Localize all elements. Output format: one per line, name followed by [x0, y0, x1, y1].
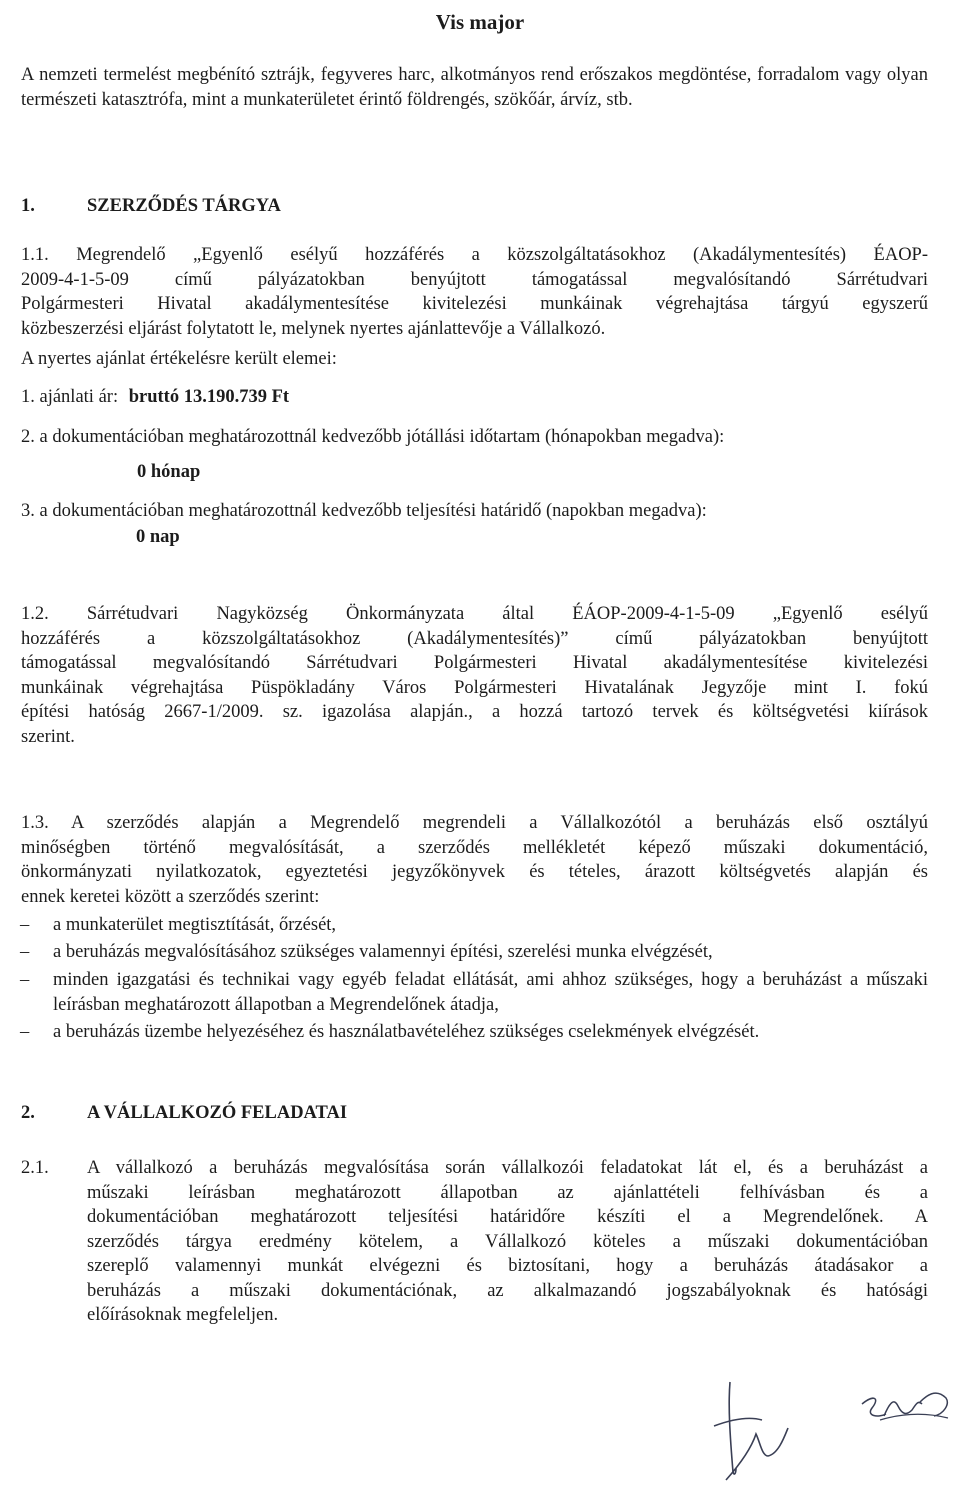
- paragraph-line: támogatással megvalósítandó Sárrétudvari Polgármesteri Hivatal akadálymentesítése kivitelezési: [21, 653, 928, 673]
- paragraph-1-1: [21, 243, 928, 341]
- evaluation-item-1-value: bruttó 13.190.739 Ft: [128, 387, 290, 407]
- paragraph-1-2: [21, 602, 928, 749]
- evaluation-item-1-label: 1. ajánlati ár:: [21, 387, 119, 407]
- paragraph-2-1-number: 2.1.: [21, 1158, 49, 1178]
- bullet-text: minden igazgatási és technikai vagy egyéb feladat ellátását, ami ahhoz szükséges, hogy a beruházást a műszaki leírásban meghatározott állapotban a Megrendelőnek átadja,: [53, 970, 928, 1015]
- bullet-item: [0, 1020, 960, 1048]
- bullet-text: a beruházás megvalósításához szükséges valamennyi építési, szerelési munka elvégzését,: [53, 942, 713, 962]
- paragraph-line: munkáinak végrehajtása Püspökladány Város Polgármesteri Hivatalának Jegyzője mint I. fokú: [21, 677, 928, 698]
- evaluation-item-2-label: 2. a dokumentációban meghatározottnál kedvezőbb jótállási időtartam (hónapokban megadva):: [21, 427, 725, 447]
- paragraph-line: hozzáférés a közszolgáltatásokhoz (Akadálymentesítés)” című pályázatokban benyújtott: [21, 628, 928, 649]
- paragraph-line: 1.2. Sárrétudvari Nagyközség Önkormányzata által ÉÁOP-2009-4-1-5-09 „Egyenlő esélyű: [21, 604, 928, 624]
- paragraph-1-3: [21, 811, 928, 909]
- evaluation-item-3-label: 3. a dokumentációban meghatározottnál kedvezőbb teljesítési határidő (napokban megadva):: [21, 501, 707, 521]
- section-2-number: 2.: [21, 1103, 35, 1123]
- bullet-item: [0, 940, 960, 968]
- paragraph-line: önkormányzati nyilatkozatok, egyeztetési jegyzőkönyvek és tételes, árazott költségvetés alapján és: [21, 862, 928, 882]
- paragraph-line: minőségben történő megvalósítását, a szerződés mellékletét képező műszaki dokumentáció,: [21, 837, 928, 858]
- paragraph-line: szerint.: [21, 726, 75, 747]
- evaluation-elements-intro: A nyertes ajánlat értékelésre került elemei:: [21, 349, 337, 369]
- paragraph-line: dokumentációban meghatározott teljesítési határidőre készíti el a Megrendelőnek. A: [87, 1207, 928, 1227]
- paragraph-line: A vállalkozó a beruházás megvalósítása során vállalkozói feladatokat lát el, és a beruházást a: [87, 1158, 928, 1178]
- vis-major-paragraph: A nemzeti termelést megbénító sztrájk, fegyveres harc, alkotmányos rend erőszakos megdöntése, forradalom vagy olyan természeti katasztrófa, mint a munkaterületet érintő földrengés, szökőár, árvíz, stb.: [21, 65, 928, 110]
- dash-bullet: –: [20, 942, 30, 962]
- dash-bullet: –: [20, 915, 30, 935]
- page-title: Vis major: [435, 10, 525, 34]
- bullet-text: a munkaterület megtisztítását, őrzését,: [53, 915, 337, 935]
- handwritten-signature-right: [820, 1380, 960, 1450]
- paragraph-line: építési hatóság 2667-1/2009. sz. igazolása alapján., a hozzá tartozó tervek és költségvetési kiírások: [21, 702, 928, 722]
- bullet-item: [0, 968, 960, 1022]
- paragraph-line: 1.1. Megrendelő „Egyenlő esélyű hozzáférés a közszolgáltatásokhoz (Akadálymentesítés) ÉAOP-: [21, 245, 928, 265]
- bullet-item: [0, 913, 960, 941]
- evaluation-item-3-value: 0 nap: [136, 527, 180, 547]
- evaluation-item-1: [21, 385, 289, 410]
- dash-bullet: –: [20, 1022, 30, 1042]
- evaluation-item-2-value: 0 hónap: [137, 462, 201, 482]
- paragraph-line: 1.3. A szerződés alapján a Megrendelő megrendeli a Vállalkozótól a beruházás első osztályú: [21, 813, 928, 833]
- bullet-text: a beruházás üzembe helyezéséhez és használatbavételéhez szükséges cselekmények elvégzését.: [53, 1022, 760, 1042]
- paragraph-line: Polgármesteri Hivatal akadálymentesítése kivitelezési munkáinak végrehajtása tárgyú egyszerű: [21, 294, 928, 314]
- paragraph-line: 2009-4-1-5-09 című pályázatokban benyújtott támogatással megvalósítandó Sárrétudvari: [21, 269, 928, 290]
- section-2-heading: A VÁLLALKOZÓ FELADATAI: [87, 1103, 348, 1123]
- handwritten-signature-left: [690, 1376, 810, 1486]
- paragraph-line: szereplő valamennyi munkát elvégezni és biztosítani, hogy a beruházás átadásakor a: [87, 1256, 928, 1276]
- section-1-heading: SZERZŐDÉS TÁRGYA: [87, 196, 281, 216]
- paragraph-line: ennek keretei között a szerződés szerint:: [21, 886, 320, 907]
- paragraph-line: előírásoknak megfeleljen.: [87, 1305, 279, 1325]
- paragraph-2-1: [87, 1156, 928, 1328]
- paragraph-line: beruházás a műszaki dokumentációnak, az alkalmazandó jogszabályoknak és hatósági: [87, 1280, 928, 1301]
- paragraph-line: közbeszerzési eljárást folytatott le, melynek nyertes ajánlattevője a Vállalkozó.: [21, 318, 606, 339]
- dash-bullet: –: [20, 970, 30, 990]
- paragraph-line: műszaki leírásban meghatározott állapotban az ajánlattételi felhívásban és a: [87, 1182, 928, 1203]
- paragraph-line: szerződés tárgya eredmény kötelem, a Vállalkozó köteles a műszaki dokumentációban: [87, 1231, 928, 1252]
- section-1-number: 1.: [21, 196, 35, 216]
